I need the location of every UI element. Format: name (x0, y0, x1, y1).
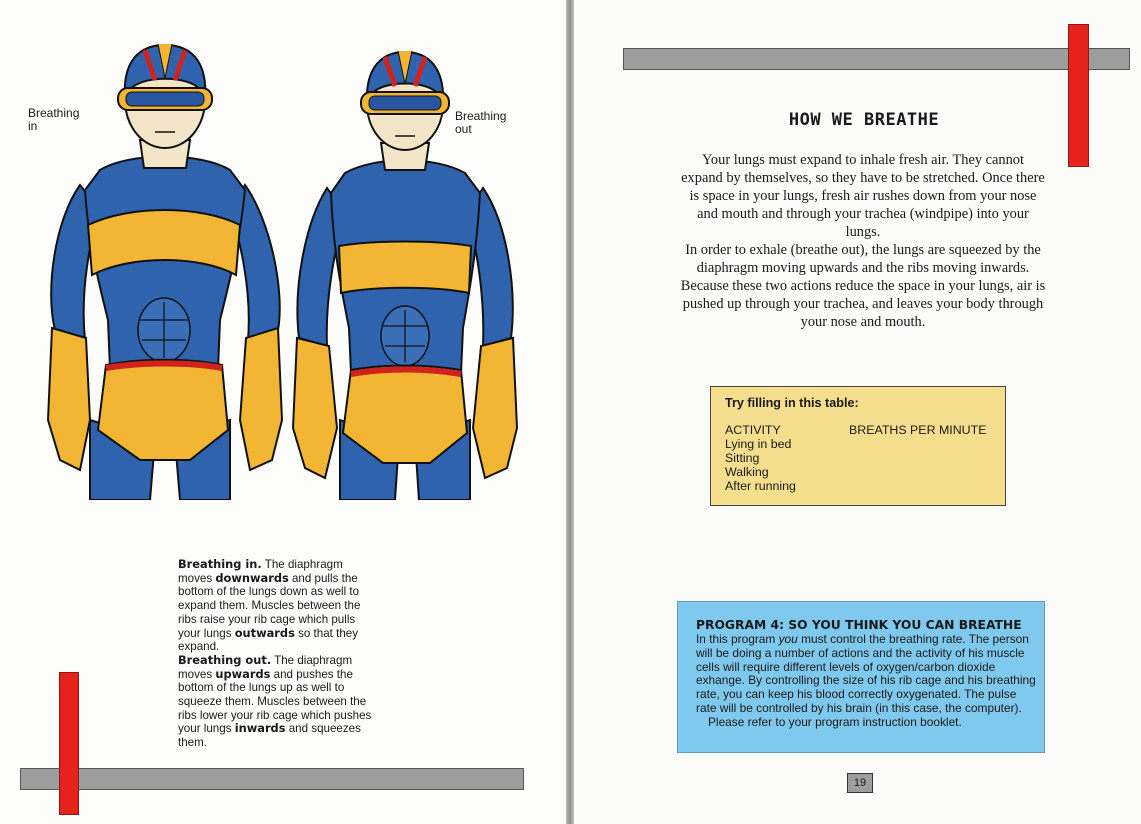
top-gray-bar (623, 48, 1130, 70)
breaths-column (849, 423, 986, 437)
breaths-column-header: BREATHS PER MINUTE (849, 423, 987, 437)
program-text: must control the breathing rate. The person will be doing a number of actions and the activity of his muscle cells will require different levels of oxygen/carbon dioxide exhange. By controlling the size of his rib cage and his breathing rate, you can keep his blood correctly oxygenated. The pulse rate will be controlled by his brain (in this case, the computer). (696, 632, 1036, 715)
keyword-downwards: downwards (215, 570, 289, 585)
program-description (696, 633, 1036, 730)
keyword-upwards: upwards (215, 666, 271, 681)
activity-row: Sitting (725, 451, 760, 465)
page-title: HOW WE BREATHE (788, 110, 940, 130)
activity-column-header: ACTIVITY (725, 423, 781, 437)
program-note: Please refer to your program instruction booklet. (708, 714, 962, 729)
breathing-in-text: and pulls the bottom of the lungs down as well to expand them. Muscles between the ribs raise your rib cage which pulls your lungs (178, 571, 361, 640)
activity-row: Lying in bed (725, 437, 792, 451)
bottom-gray-bar (20, 768, 524, 790)
breathing-in-heading: Breathing in. (178, 557, 262, 571)
bottom-red-bar (59, 672, 79, 815)
activity-column (725, 423, 796, 493)
book-spine (566, 0, 574, 824)
keyword-inwards: inwards (234, 721, 286, 736)
program-text-emphasis: you (778, 632, 798, 646)
top-red-bar (1068, 24, 1089, 167)
breathing-explanation (178, 558, 378, 750)
activity-table (710, 386, 1006, 506)
program-box (677, 601, 1045, 753)
breathing-out-text: and squeezes them. (178, 722, 361, 750)
superhero-breathing-out-figure (285, 48, 525, 500)
program-text: In this program (696, 632, 779, 646)
breathing-in-text: The diaphragm moves (178, 558, 343, 585)
caption-breathing-out: Breathing out (455, 109, 507, 136)
page-number: 19 (847, 773, 873, 793)
keyword-outwards: outwards (234, 625, 295, 640)
intro-paragraph-exhale: In order to exhale (breathe out), the lungs are squeezed by the diaphragm moving upwards and the ribs moving inwards. Because these two actions reduce the space in your lungs, air is pushed up through your trachea, and leaves your body through your nose and mouth. (680, 242, 1046, 330)
breathing-out-text: and pushes the bottom of the lungs up as well to squeeze them. Muscles between the ribs lower your rib cage which pushes your lungs (178, 667, 372, 736)
program-title: PROGRAM 4: SO YOU THINK YOU CAN BREATHE (696, 618, 1022, 632)
intro-text (680, 151, 1046, 331)
breathing-out-heading: Breathing out. (178, 652, 272, 667)
table-heading: Try filling in this table: (725, 396, 859, 410)
breathing-out-text: The diaphragm moves (178, 653, 353, 681)
intro-paragraph-inhale: Your lungs must expand to inhale fresh air. They cannot expand by themselves, so they have to be stretched. Once there is space in your lungs, fresh air rushes down from your nose and mouth and through your trachea (windpipe) into your lungs. (681, 152, 1045, 240)
activity-row: After running (725, 479, 796, 493)
caption-breathing-in: Breathing in (28, 106, 80, 133)
superhero-breathing-in-figure (40, 40, 290, 500)
activity-row: Walking (725, 465, 769, 479)
breathing-in-text: so that they expand. (178, 626, 359, 654)
